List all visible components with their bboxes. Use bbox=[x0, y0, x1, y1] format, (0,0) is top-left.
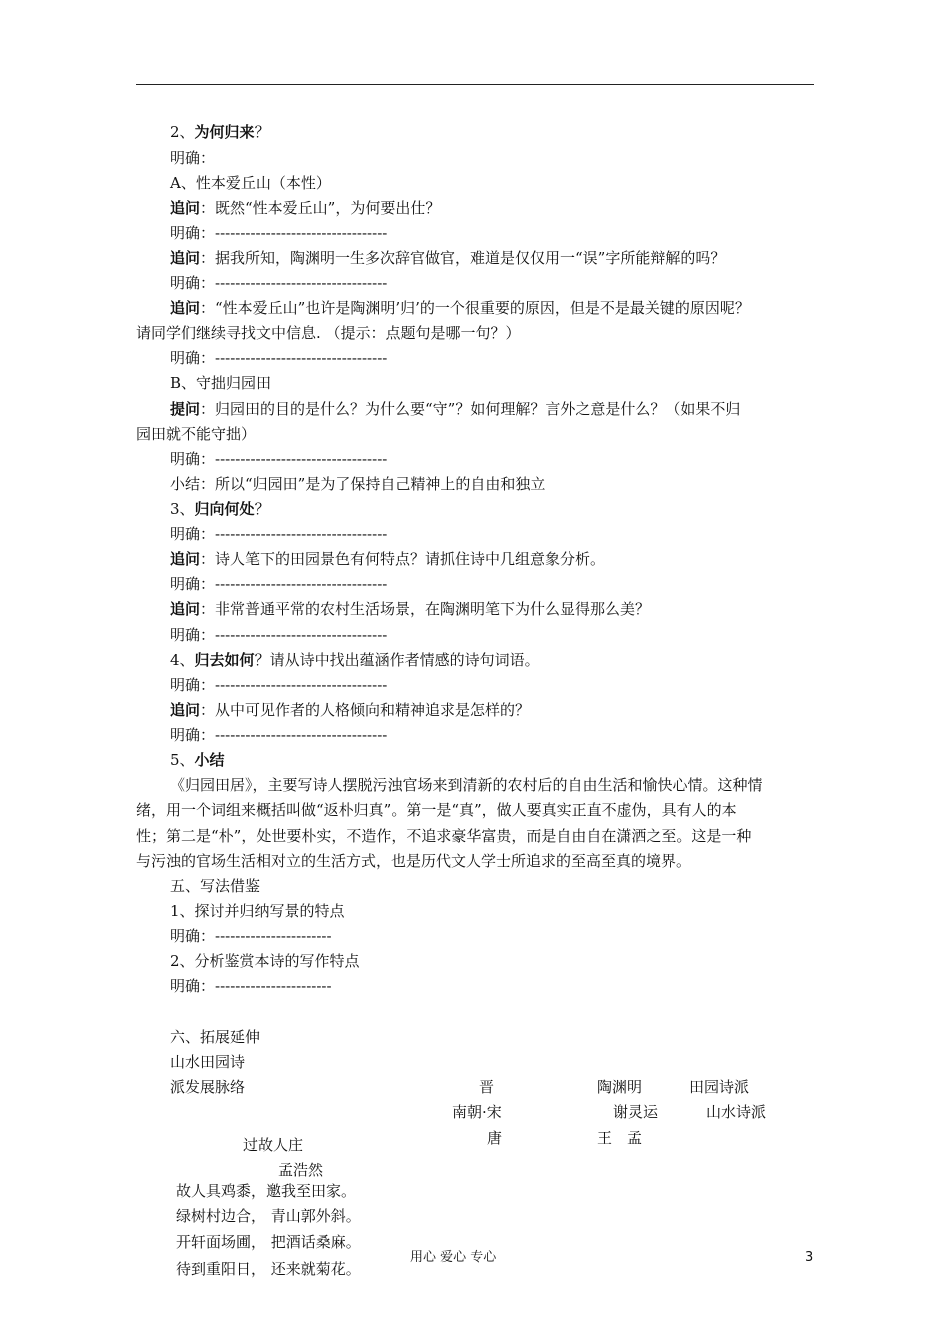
q2-heading: 2、为何归来？ bbox=[170, 123, 270, 141]
q5-paragraph-line-4: 与污浊的官场生活相对立的生活方式，也是历代文人学士所追求的至高至真的境界。 bbox=[136, 852, 692, 870]
q2-followup-3-cont: 请同学们继续寻找文中信息. （提示：点题句是哪一句？） bbox=[136, 324, 521, 342]
page-number: 3 bbox=[805, 1250, 814, 1265]
q2-question: 提问：归园田的目的是什么？为什么要“守”？如何理解？言外之意是什么？（如果不归 bbox=[170, 400, 741, 418]
q2-followup-2-answer: 明确：---------------------------------- bbox=[170, 274, 388, 292]
q4-answer: 明确：---------------------------------- bbox=[170, 676, 388, 694]
q2-followup-1: 追问：既然“性本爱丘山”，为何要出仕？ bbox=[170, 199, 441, 217]
poet-wang-meng: 王 孟 bbox=[597, 1129, 643, 1147]
poet-xie-lingyun: 谢灵运 bbox=[613, 1103, 659, 1121]
q5-paragraph-line-3: 性；第二是“朴”，处世要朴实，不造作，不追求豪华富贵，而是自由自在潇洒之至。这是一种 bbox=[136, 827, 752, 845]
q3-followup-1-answer: 明确：---------------------------------- bbox=[170, 575, 388, 593]
dynasty-southern-song: 南朝·宋 bbox=[452, 1103, 502, 1121]
q3-followup-1: 追问：诗人笔下的田园景色有何特点？请抓住诗中几组意象分析。 bbox=[170, 550, 606, 568]
q2-summary: 小结：所以“归园田”是为了保持自己精神上的自由和独立 bbox=[170, 475, 546, 493]
poem-title: 过故人庄 bbox=[243, 1136, 304, 1154]
dynasty-jin: 晋 bbox=[479, 1078, 495, 1096]
q2-b-label: B、守拙归园田 bbox=[170, 374, 272, 392]
poem-line-1: 故人具鸡黍，邀我至田家。 bbox=[176, 1182, 357, 1200]
poet-tao-yuanming: 陶渊明 bbox=[597, 1078, 643, 1096]
section-6-heading: 六、拓展延伸 bbox=[170, 1028, 261, 1046]
q3-heading: 3、归向何处？ bbox=[170, 500, 270, 518]
q3-followup-2: 追问：非常普通平常的农村生活场景，在陶渊明笔下为什么显得那么美？ bbox=[170, 600, 651, 618]
poem-line-3: 开轩面场圃， 把酒话桑麻。 bbox=[176, 1233, 361, 1251]
poem-line-4: 待到重阳日， 还来就菊花。 bbox=[176, 1260, 361, 1278]
q2-title: 为何归来 bbox=[194, 123, 255, 141]
q3-title: 归向何处 bbox=[194, 500, 255, 518]
q2-question-cont: 园田就不能守拙） bbox=[136, 425, 257, 443]
section-5-answer-1: 明确：----------------------- bbox=[170, 927, 332, 945]
q4-followup-1: 追问：从中可见作者的人格倾向和精神追求是怎样的？ bbox=[170, 701, 531, 719]
header-rule bbox=[136, 84, 814, 85]
q5-paragraph-line-1: 《归园田居》，主要写诗人摆脱污浊官场来到清新的农村后的自由生活和愉快心情。这种情 bbox=[170, 776, 763, 794]
dynasty-tang: 唐 bbox=[487, 1129, 503, 1147]
q2-followup-3: 追问：“性本爱丘山”也许是陶渊明’归’的一个很重要的原因，但是不是最关键的原因呢？ bbox=[170, 299, 750, 317]
school-pastoral: 田园诗派 bbox=[689, 1078, 750, 1096]
q5-title: 小结 bbox=[194, 751, 225, 769]
section-5-item-1: 1、探讨并归纳写景的特点 bbox=[170, 902, 345, 920]
q2-question-answer: 明确：---------------------------------- bbox=[170, 450, 388, 468]
poem-author: 孟浩然 bbox=[278, 1161, 324, 1179]
section-6-line-2: 派发展脉络 bbox=[170, 1078, 246, 1096]
q4-heading: 4、归去如何？请从诗中找出蕴涵作者情感的诗句词语。 bbox=[170, 651, 540, 669]
q2-followup-3-answer: 明确：---------------------------------- bbox=[170, 349, 388, 367]
q4-followup-1-answer: 明确：---------------------------------- bbox=[170, 726, 388, 744]
q4-title: 归去如何 bbox=[194, 651, 255, 669]
q5-paragraph-line-2: 绪，用一个词组来概括叫做“返朴归真”。第一是“真”，做人要真实正直不虚伪，具有人的本 bbox=[136, 801, 737, 819]
q2-followup-2: 追问：据我所知，陶渊明一生多次辞官做官，难道是仅仅用一“误”字所能辩解的吗？ bbox=[170, 249, 726, 267]
section-6-line-1: 山水田园诗 bbox=[170, 1053, 246, 1071]
section-5-item-2: 2、分析鉴赏本诗的写作特点 bbox=[170, 952, 360, 970]
q2-a-label: A、性本爱丘山（本性） bbox=[170, 174, 331, 192]
q5-heading: 5、小结 bbox=[170, 751, 225, 769]
q2-answer: 明确： bbox=[170, 149, 216, 167]
section-5-heading: 五、写法借鉴 bbox=[170, 877, 261, 895]
q2-followup-1-answer: 明确：---------------------------------- bbox=[170, 224, 388, 242]
section-5-answer-2: 明确：----------------------- bbox=[170, 977, 332, 995]
footer-motto: 用心 爱心 专心 bbox=[410, 1250, 497, 1265]
school-landscape: 山水诗派 bbox=[706, 1103, 767, 1121]
q3-followup-2-answer: 明确：---------------------------------- bbox=[170, 626, 388, 644]
q3-answer: 明确：---------------------------------- bbox=[170, 525, 388, 543]
poem-line-2: 绿树村边合， 青山郭外斜。 bbox=[176, 1207, 361, 1225]
